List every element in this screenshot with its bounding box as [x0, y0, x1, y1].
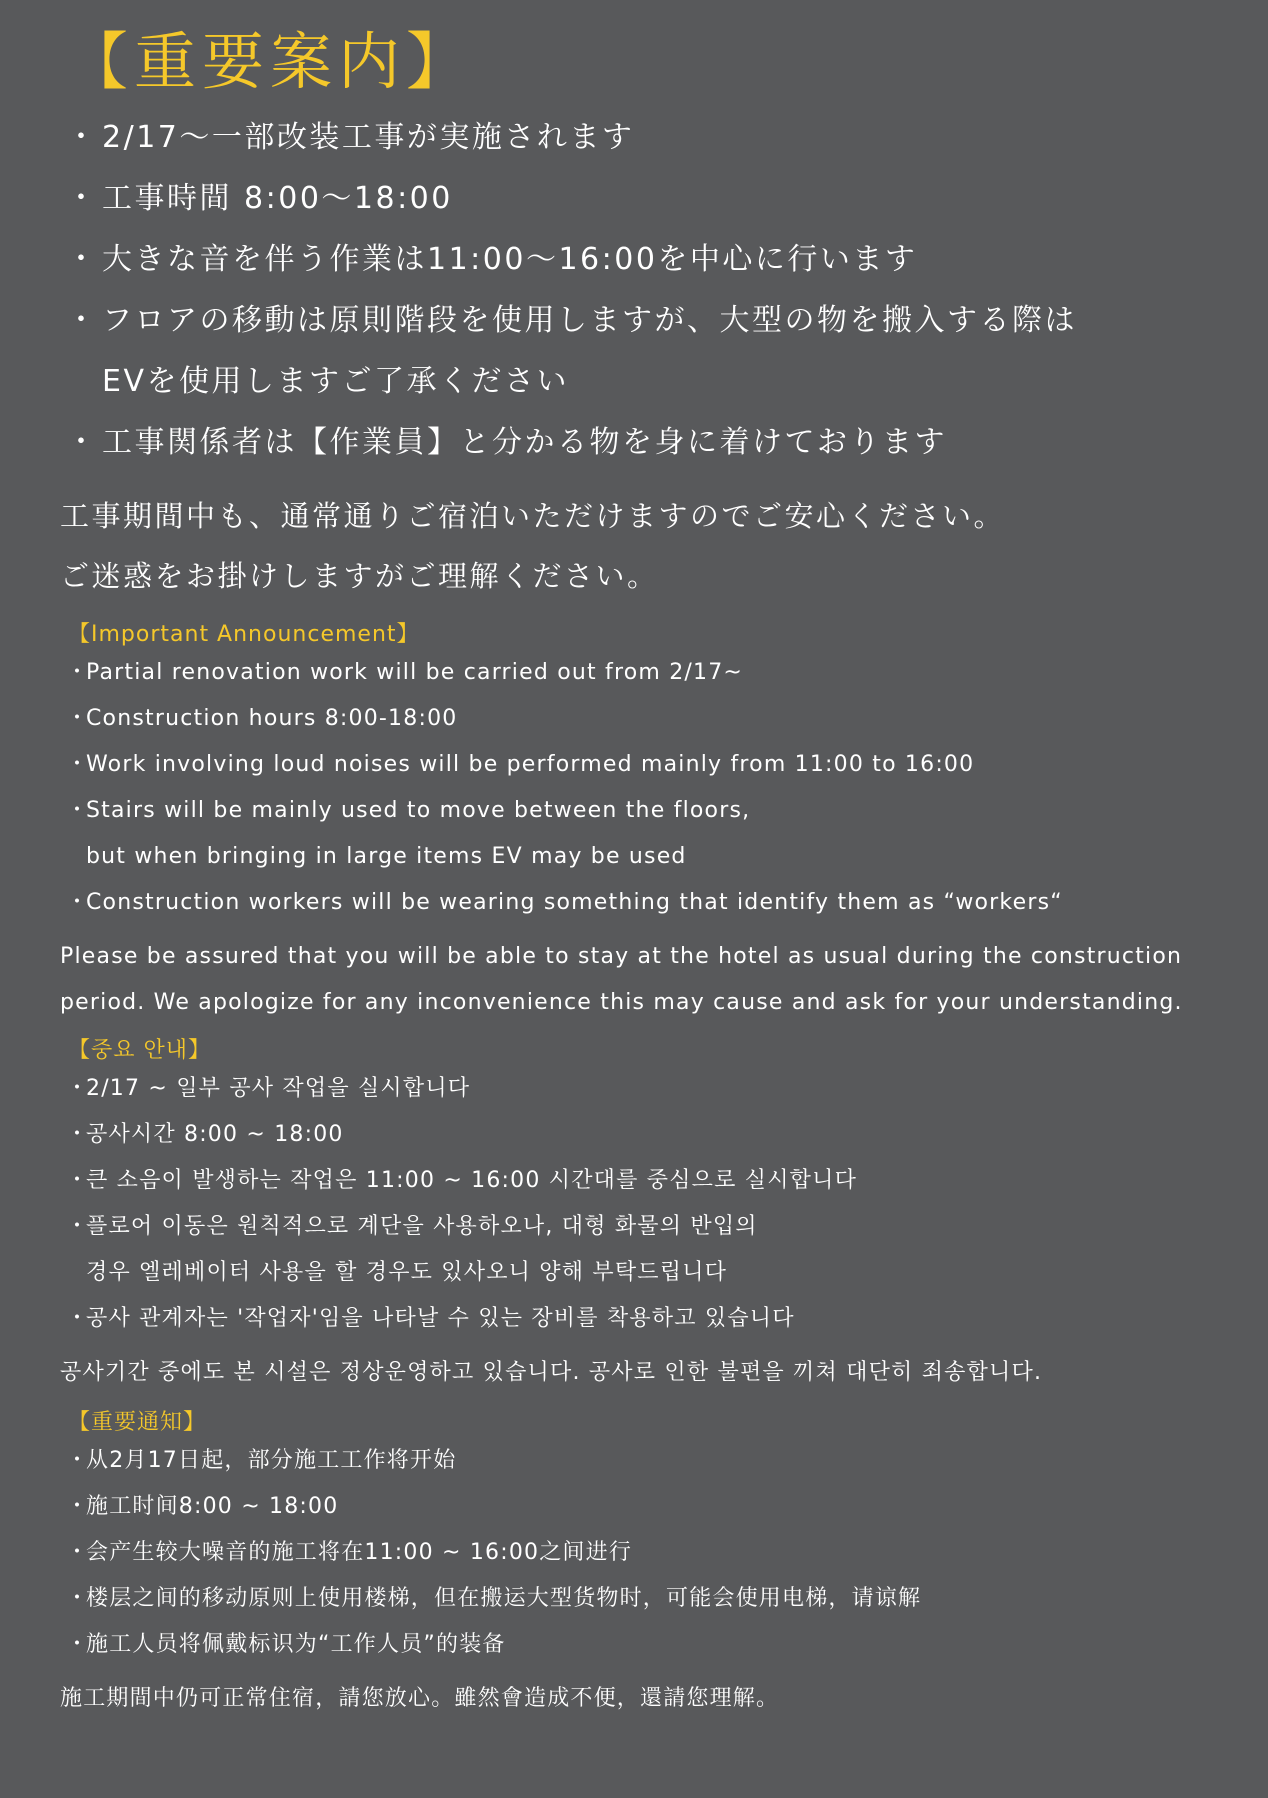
bullet: ・ [66, 242, 99, 277]
list-item-text: Construction workers will be wearing something that identify them as “workers“ [86, 890, 1063, 915]
bullet: ・ [66, 798, 90, 823]
list-item-text: Partial renovation work will be carried out from 2/17~ [86, 660, 744, 685]
list-item-text: 施工人员将佩戴标识为“工作人员”的装备 [86, 1632, 506, 1657]
bullet: ・ [66, 120, 99, 155]
bullet: ・ [66, 303, 99, 338]
list-item [60, 888, 1228, 918]
bullet: ・ [66, 1168, 90, 1193]
chinese-section [60, 1408, 1228, 1722]
list-item [66, 242, 1228, 278]
list-item-text: 공사 관계자는 '작업자'임을 나타날 수 있는 장비를 착용하고 있습니다 [86, 1306, 795, 1331]
list-item-text: フロアの移動は原則階段を使用しますが、大型の物を搬入する際は [102, 303, 1077, 338]
bullet: ・ [66, 1076, 90, 1101]
bullet: ・ [66, 1494, 90, 1519]
bullet: ・ [66, 1122, 90, 1147]
korean-title: 【중요 안내】 [68, 1038, 212, 1063]
japanese-section [60, 22, 1228, 606]
note-line: ご迷惑をお掛けしますがご理解ください。 [60, 559, 659, 593]
list-item-text: 2/17 ~ 일부 공사 작업을 실시합니다 [86, 1076, 471, 1101]
list-item [60, 1446, 1228, 1476]
list-item-text: 会产生较大噪音的施工将在11:00 ~ 16:00之间进行 [86, 1540, 633, 1565]
list-item-text: 工事関係者は【作業員】と分かる物を身に着けております [102, 425, 947, 460]
bullet: ・ [66, 181, 99, 216]
list-item-text: 큰 소음이 발생하는 작업은 11:00 ~ 16:00 시간대를 중심으로 실시합니다 [86, 1168, 858, 1193]
list-item-text: 플로어 이동은 원칙적으로 계단을 사용하오나, 대형 화물의 반입의 [86, 1214, 758, 1239]
bullet: ・ [66, 890, 90, 915]
korean-section [60, 1036, 1228, 1396]
english-note [60, 934, 1228, 1026]
list-item-text: 工事時間 8:00～18:00 [102, 181, 453, 216]
chinese-note [60, 1676, 1228, 1722]
japanese-list [66, 120, 1228, 461]
note-line: 工事期間中も、通常通りご宿泊いただけますのでご安心ください。 [60, 499, 1006, 533]
list-item [60, 1492, 1228, 1522]
list-item-text: 从2月17日起，部分施工工作将开始 [86, 1448, 457, 1473]
bullet: ・ [66, 425, 99, 460]
list-item-continuation: but when bringing in large items EV may be used [86, 844, 687, 869]
bullet: ・ [66, 1632, 90, 1657]
note-line: period. We apologize for any inconvenience this may cause and ask for your understanding. [60, 990, 1183, 1015]
list-item [60, 1074, 1228, 1104]
bullet: ・ [66, 1586, 90, 1611]
list-item [66, 425, 1228, 461]
list-item-text: 楼层之间的移动原则上使用楼梯，但在搬运大型货物时，可能会使用电梯，请谅解 [86, 1586, 922, 1611]
chinese-list [60, 1446, 1228, 1660]
list-item [60, 796, 1228, 872]
list-item [60, 1212, 1228, 1288]
bullet: ・ [66, 1214, 90, 1239]
list-item-text: 공사시간 8:00 ~ 18:00 [86, 1122, 344, 1147]
list-item [60, 1120, 1228, 1150]
list-item [60, 1584, 1228, 1614]
list-item-text: 施工时间8:00 ~ 18:00 [86, 1494, 339, 1519]
korean-note [60, 1350, 1228, 1396]
list-item-text: Stairs will be mainly used to move between the floors, [86, 798, 751, 823]
bullet: ・ [66, 706, 90, 731]
list-item-continuation: 경우 엘레베이터 사용을 할 경우도 있사오니 양해 부탁드립니다 [86, 1260, 728, 1285]
korean-list [60, 1074, 1228, 1334]
list-item-text: Work involving loud noises will be performed mainly from 11:00 to 16:00 [86, 752, 975, 777]
list-item-text: Construction hours 8:00-18:00 [86, 706, 458, 731]
list-item [60, 1538, 1228, 1568]
bullet: ・ [66, 660, 90, 685]
english-section [60, 620, 1228, 1026]
note-line: 施工期間中仍可正常住宿，請您放心。雖然會造成不便，還請您理解。 [60, 1686, 780, 1711]
note-line: 공사기간 중에도 본 시설은 정상운영하고 있습니다. 공사로 인한 불편을 끼쳐 대단히 죄송합니다. [60, 1360, 1043, 1385]
bullet: ・ [66, 1306, 90, 1331]
list-item [60, 750, 1228, 780]
list-item [60, 704, 1228, 734]
bullet: ・ [66, 752, 90, 777]
list-item [60, 658, 1228, 688]
list-item [66, 181, 1228, 217]
list-item [66, 120, 1228, 156]
chinese-title: 【重要通知】 [68, 1410, 207, 1435]
list-item-continuation: EVを使用しますご了承ください [102, 364, 569, 399]
list-item [66, 303, 1228, 400]
english-title: 【Important Announcement】 [68, 622, 420, 647]
list-item-text: 2/17～一部改装工事が実施されます [102, 120, 635, 155]
japanese-note [60, 486, 1228, 606]
bullet: ・ [66, 1540, 90, 1565]
japanese-title: 【重要案内】 [66, 25, 475, 98]
list-item [60, 1630, 1228, 1660]
bullet: ・ [66, 1448, 90, 1473]
list-item [60, 1304, 1228, 1334]
note-line: Please be assured that you will be able to stay at the hotel as usual during the construction [60, 944, 1183, 969]
english-list [60, 658, 1228, 918]
list-item [60, 1166, 1228, 1196]
list-item-text: 大きな音を伴う作業は11:00～16:00を中心に行います [102, 242, 918, 277]
